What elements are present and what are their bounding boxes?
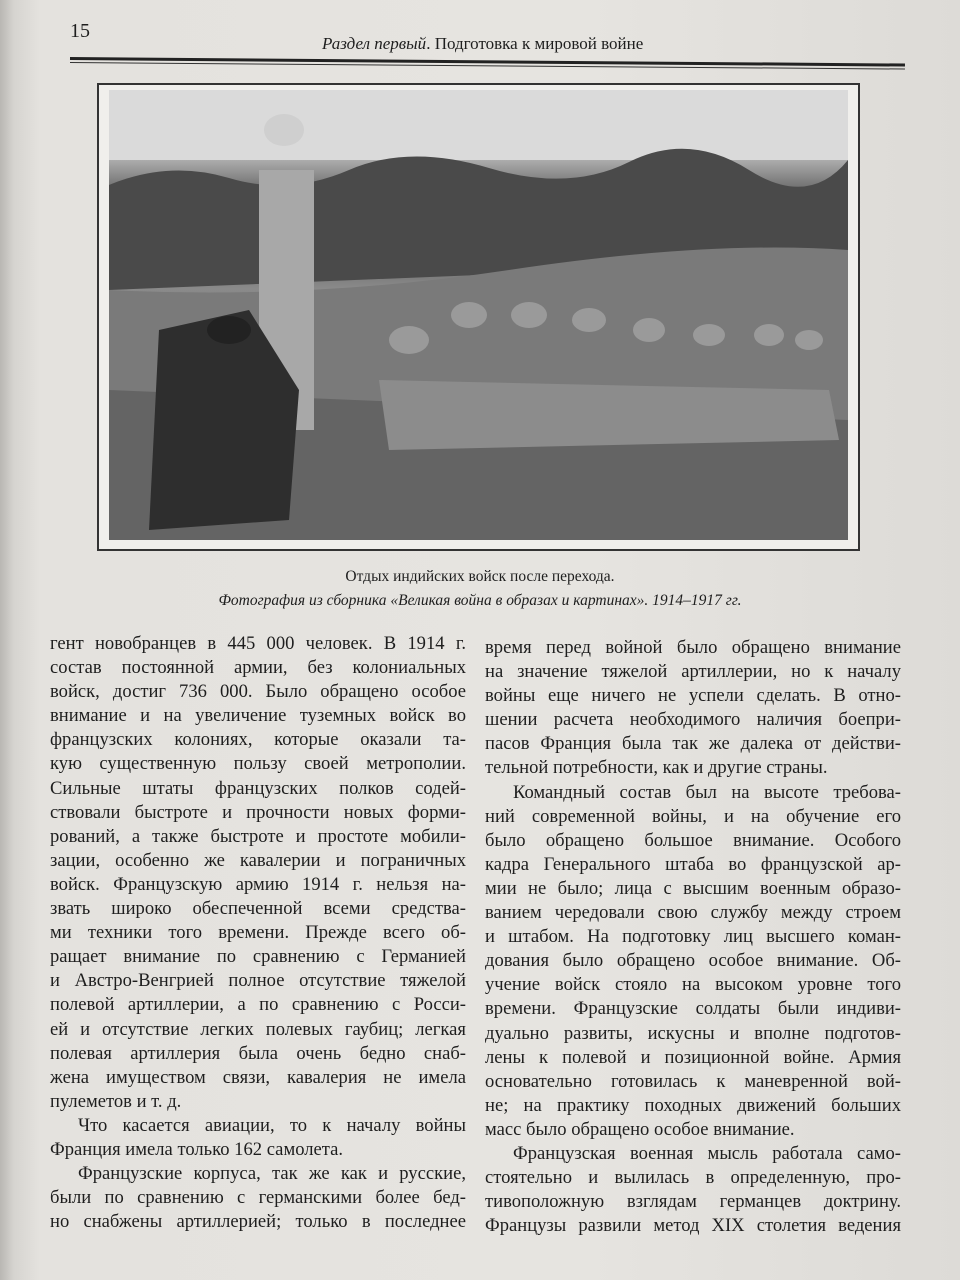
text-line: войск. Французскую армию 1914 г. нельзя на- [50, 873, 466, 895]
paragraph [485, 636, 901, 781]
text-line: дуально развиты, искусны и вполне подготов- [485, 1022, 901, 1044]
text-line: ний современной войны, и на обучение его [485, 805, 901, 827]
section-title: . Подготовка к мировой войне [426, 34, 644, 53]
text-column-left [50, 632, 466, 1234]
paragraph [50, 1162, 466, 1234]
text-line: ми техники того времени. Прежде всего об- [50, 922, 466, 944]
section-label: Раздел первый [322, 34, 427, 53]
text-line: лены к полевой и позиционной войне. Армия [485, 1046, 901, 1068]
caption-source: Фотография из сборника «Великая война в образах и картинах». 1914–1917 гг. [218, 592, 742, 609]
paragraph [50, 1114, 466, 1162]
text-line: Французы развили метод XIX столетия ведения [485, 1215, 901, 1237]
text-line: Что касается авиации, то к началу войны [78, 1114, 466, 1136]
text-column-right [485, 636, 901, 1238]
text-line: пасов Франция была так же далека от действи- [485, 733, 901, 755]
text-line: тельной потребности, как и другие страны. [485, 757, 828, 779]
text-line: войск, достиг 736 000. Было обращено особое [50, 681, 466, 703]
text-line: шении расчета необходимого наличия боепри- [485, 709, 901, 731]
text-line: не; на практику походных движений больших [485, 1094, 901, 1116]
text-line: основательно готовилась к маневренной вой- [485, 1070, 901, 1092]
text-line: время перед войной было обращено внимание [485, 637, 901, 658]
text-line: ванием чередовали свою службу между строем [485, 902, 901, 924]
text-line: Сильные штаты французских полков содей- [50, 777, 466, 799]
text-line: Франция имела только 162 самолета. [50, 1138, 344, 1160]
text-line: полевой артиллерии, а по сравнению с Росси- [50, 994, 466, 1016]
page-number: 15 [70, 20, 90, 42]
text-line: жена имуществом связи, кавалерия не имела [50, 1066, 466, 1088]
paragraph [50, 632, 466, 1114]
text-line: мии не было; лица с высшим военным образо- [485, 877, 901, 899]
running-header [322, 34, 643, 54]
text-line: были по сравнению с германскими более бед- [50, 1187, 466, 1209]
text-line: дования было обращено особое внимание. Об- [485, 950, 901, 972]
text-line: Французская военная мысль работала само- [513, 1142, 901, 1164]
text-line: кадра Генерального штаба во французской ар- [485, 853, 901, 875]
text-line: тивоположную взглядам германцев доктрину. [485, 1191, 901, 1213]
text-line: ствовали быстроте и прочности новых форми- [50, 801, 466, 823]
text-line: учение войск стояло на высоком уровне того [485, 974, 901, 996]
text-line: внимание и на увеличение туземных войск во [50, 705, 466, 727]
text-line: гент новобранцев в 445 000 человек. В 1914 г. [50, 633, 466, 654]
paragraph [485, 1142, 901, 1238]
text-line: было обращено большое внимание. Особого [485, 829, 901, 851]
photograph [109, 90, 848, 540]
text-line: на значение тяжелой артиллерии, но к началу [485, 661, 901, 683]
photo-frame [97, 83, 860, 551]
text-line: войны еще ничего не успели сделать. В отно- [485, 685, 901, 707]
caption-title: Отдых индийских войск после перехода. [345, 568, 615, 585]
text-line: зации, особенно же кавалерии и пограничных [50, 849, 466, 871]
photo-illustration [109, 90, 848, 540]
text-line: времени. Французские солдаты были индиви- [485, 998, 901, 1020]
text-line: и штабом. На подготовку лиц высшего коман- [485, 926, 901, 948]
text-line: Французские корпуса, так же как и русские, [78, 1163, 466, 1185]
text-line: стоятельно и вылилась в определенную, про- [485, 1167, 901, 1189]
text-line: звать широко обеспеченной всеми средства- [50, 898, 466, 920]
text-line: но снабжены артиллерией; только в последнее [50, 1211, 466, 1233]
text-line: французских колониях, которые оказали та- [50, 729, 466, 751]
text-line: состав постоянной армии, без колониальных [50, 657, 466, 679]
text-line: ей и отсутствие легких полевых гаубиц; легкая [50, 1018, 466, 1040]
text-line: масс было обращено особое внимание. [485, 1118, 795, 1140]
paragraph [485, 781, 901, 1142]
text-line: ращает внимание по сравнению с Германией [50, 946, 466, 968]
text-line: пулеметов и т. д. [50, 1090, 182, 1112]
text-line: Командный состав был на высоте требова- [513, 781, 901, 803]
text-line: рований, а также быстроте и простоте мобили- [50, 825, 466, 847]
text-line: кую существенную пользу своей метрополии. [50, 753, 466, 775]
text-line: полевая артиллерия была очень бедно снаб- [50, 1042, 466, 1064]
text-line: и Австро-Венгрией полное отсутствие тяжелой [50, 970, 466, 992]
